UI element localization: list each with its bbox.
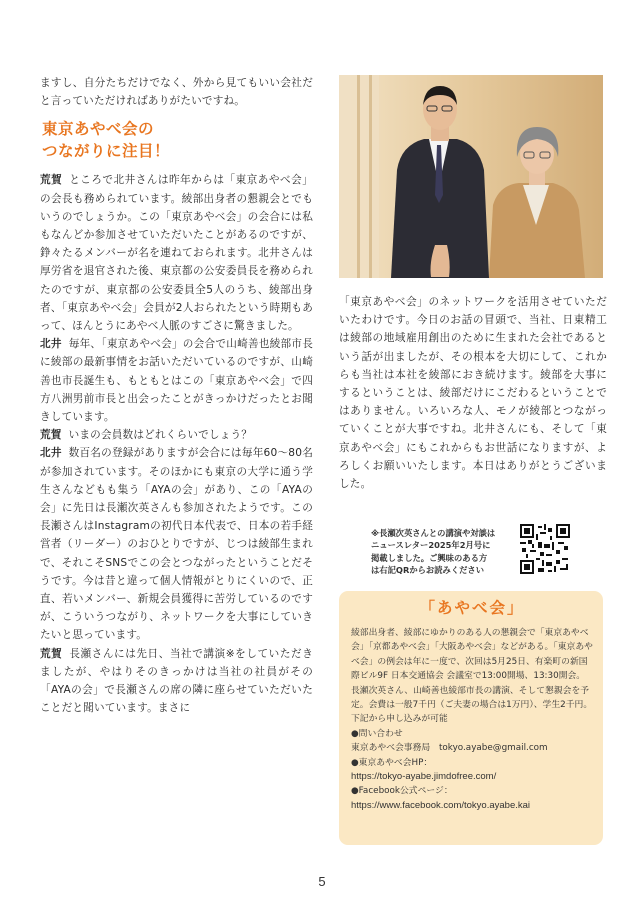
homepage-label: ●東京あやべ会HP： [351,757,433,768]
dialogue-paragraph [40,335,313,426]
info-box-title: 「あやべ会」 [419,599,525,617]
dialogue-text: ところで北井さんは昨年からは「東京あやべ会」の会長も務められています。綾部出身者の懇親会とでもいうのでしょうか。この「東京あやべ会」の会合には私もなんどか参加させていただいたことがあるのですが、錚々たるメンバーが名を連ねておられます。北井さんは厚労省を退官された後、東京都の公安委員長を務められたのですが、東京都の公安委員全5人のうち、綾部出身者、「東京あやべ会」会員が2人おられたという時期もあって、ほんとうにあやべ人脈のすごさに驚きました。 [40,174,313,333]
dialogue-paragraph [40,645,313,718]
speaker-name: 北井 [40,447,62,460]
facebook-label: ●Facebook公式ページ： [351,786,453,797]
homepage-link[interactable]: https://tokyo-ayabe.jimdofree.com/ [351,771,497,783]
speaker-name: 荒賀 [40,174,63,187]
speaker-name: 荒賀 [40,647,63,660]
ayabe-kai-info-box [339,591,603,845]
section-heading [42,118,313,162]
footnote-line: ニュースレター2025年2月号に [371,540,491,551]
footnote-line: 掲載しました。ご興味のある方 [371,552,488,563]
section-heading-line2: つながりに注目！ [42,142,171,161]
dialogue-text: 長瀬さんには先日、当社で講演※をしていただきましたが、やはりそのきっかけは当社の社員がその「AYAの会」で長瀬さんの席の隣に座らせていただいたことだと聞いています。まさに [40,647,313,715]
facebook-link[interactable]: https://www.facebook.com/tokyo.ayabe.kai [351,799,531,811]
dialogue-paragraph [40,426,313,444]
page-number: 5 [318,874,326,889]
right-column [339,293,607,493]
interview-photo-illustration [339,75,603,278]
contact-value: 東京あやべ会事務局 tokyo.ayabe@gmail.com [351,743,548,754]
dialogue-paragraph [40,171,313,335]
intro-paragraph: ますし、自分たちだけでなく、外から見てもいい会社だと言っていただければありがたいですね。 [40,77,313,108]
interview-photo [339,75,603,278]
dialogue-paragraph [40,444,313,644]
qr-code-icon[interactable] [520,524,570,574]
footnote-line: は右記QRからお読みください [371,564,485,575]
dialogue-text: 毎年、「東京あやべ会」の会合で山崎善也綾部市長に綾部の最新事情をお話いただいているのですが、山崎善也市長誕生も、もともとはこの「東京あやべ会」で四方八洲男前市長と出会ったことがきっかけだったとお聞きしています。 [40,338,313,424]
dialogue-text: 数百名の登録がありますが会合には毎年60〜80名が参加されています。そのほかにも東京の大学に通う学生さんなどもも集う「AYAの会」があり、この「AYAの会」に先日は長瀬次英さんも参加されたようです。この長瀬さんはInstagramの初代日本代表で、日本の若手経営者（リーダー）のおひとりですが、じつは綾部生まれで、それこそSNSでこの会とつながったということだそうです。今は昔と違って個人情報がとりにくいので、正直、若いメンバー、新規会員獲得に苦労しているのですが、こういうつながり、ネットワークを大事にしていきたいと思っています。 [40,447,313,642]
dialogue-text: いまの会員数はどれくらいでしょう？ [68,429,253,442]
speaker-name: 荒賀 [40,429,62,442]
section-heading-line1: 東京あやべ会の [42,120,155,139]
right-column-text: 「東京あやべ会」のネットワークを活用させていただいたわけです。今日のお話の冒頭で、当社、日東精工は綾部の地域雇用創出のために生まれた会社であるという話が出ましたが、その根本を大切にして、これからも当社は本社を綾部におき続けます。綾部を大事にするということは、綾部だけにこだわるということではありません。いろいろな人、モノが綾部とつながっていくことが大事ですね。北井さんにも、そして「東京あやべ会」にもこれからもお世話になりますが、よろしくお願いいたします。本日はありがとうございました。 [339,296,607,491]
speaker-name: 北井 [40,338,62,351]
footnote-line: ※長瀬次英さんとの講演や対談は [371,528,496,538]
left-column [40,74,313,718]
contact-label: ●問い合わせ [351,728,403,739]
info-box-description: 綾部出身者、綾部にゆかりのある人の懇親会で「東京あやべ会」「京都あやべ会」「大阪あやべ会」などがある。「東京あやべ会」の例会は年に一度で、次回は5月25日、有楽町の新国際ビル9F 日本交通協会 会議室で13:00開場、13:30開会。長瀬次英さん、山崎善也綾部市長の講演、そして懇親会を予定。会費は一般7千円（ご夫妻の場合は1万円）、学生2千円。下記から申し込みが可能 [351,628,593,725]
footnote [371,527,511,576]
